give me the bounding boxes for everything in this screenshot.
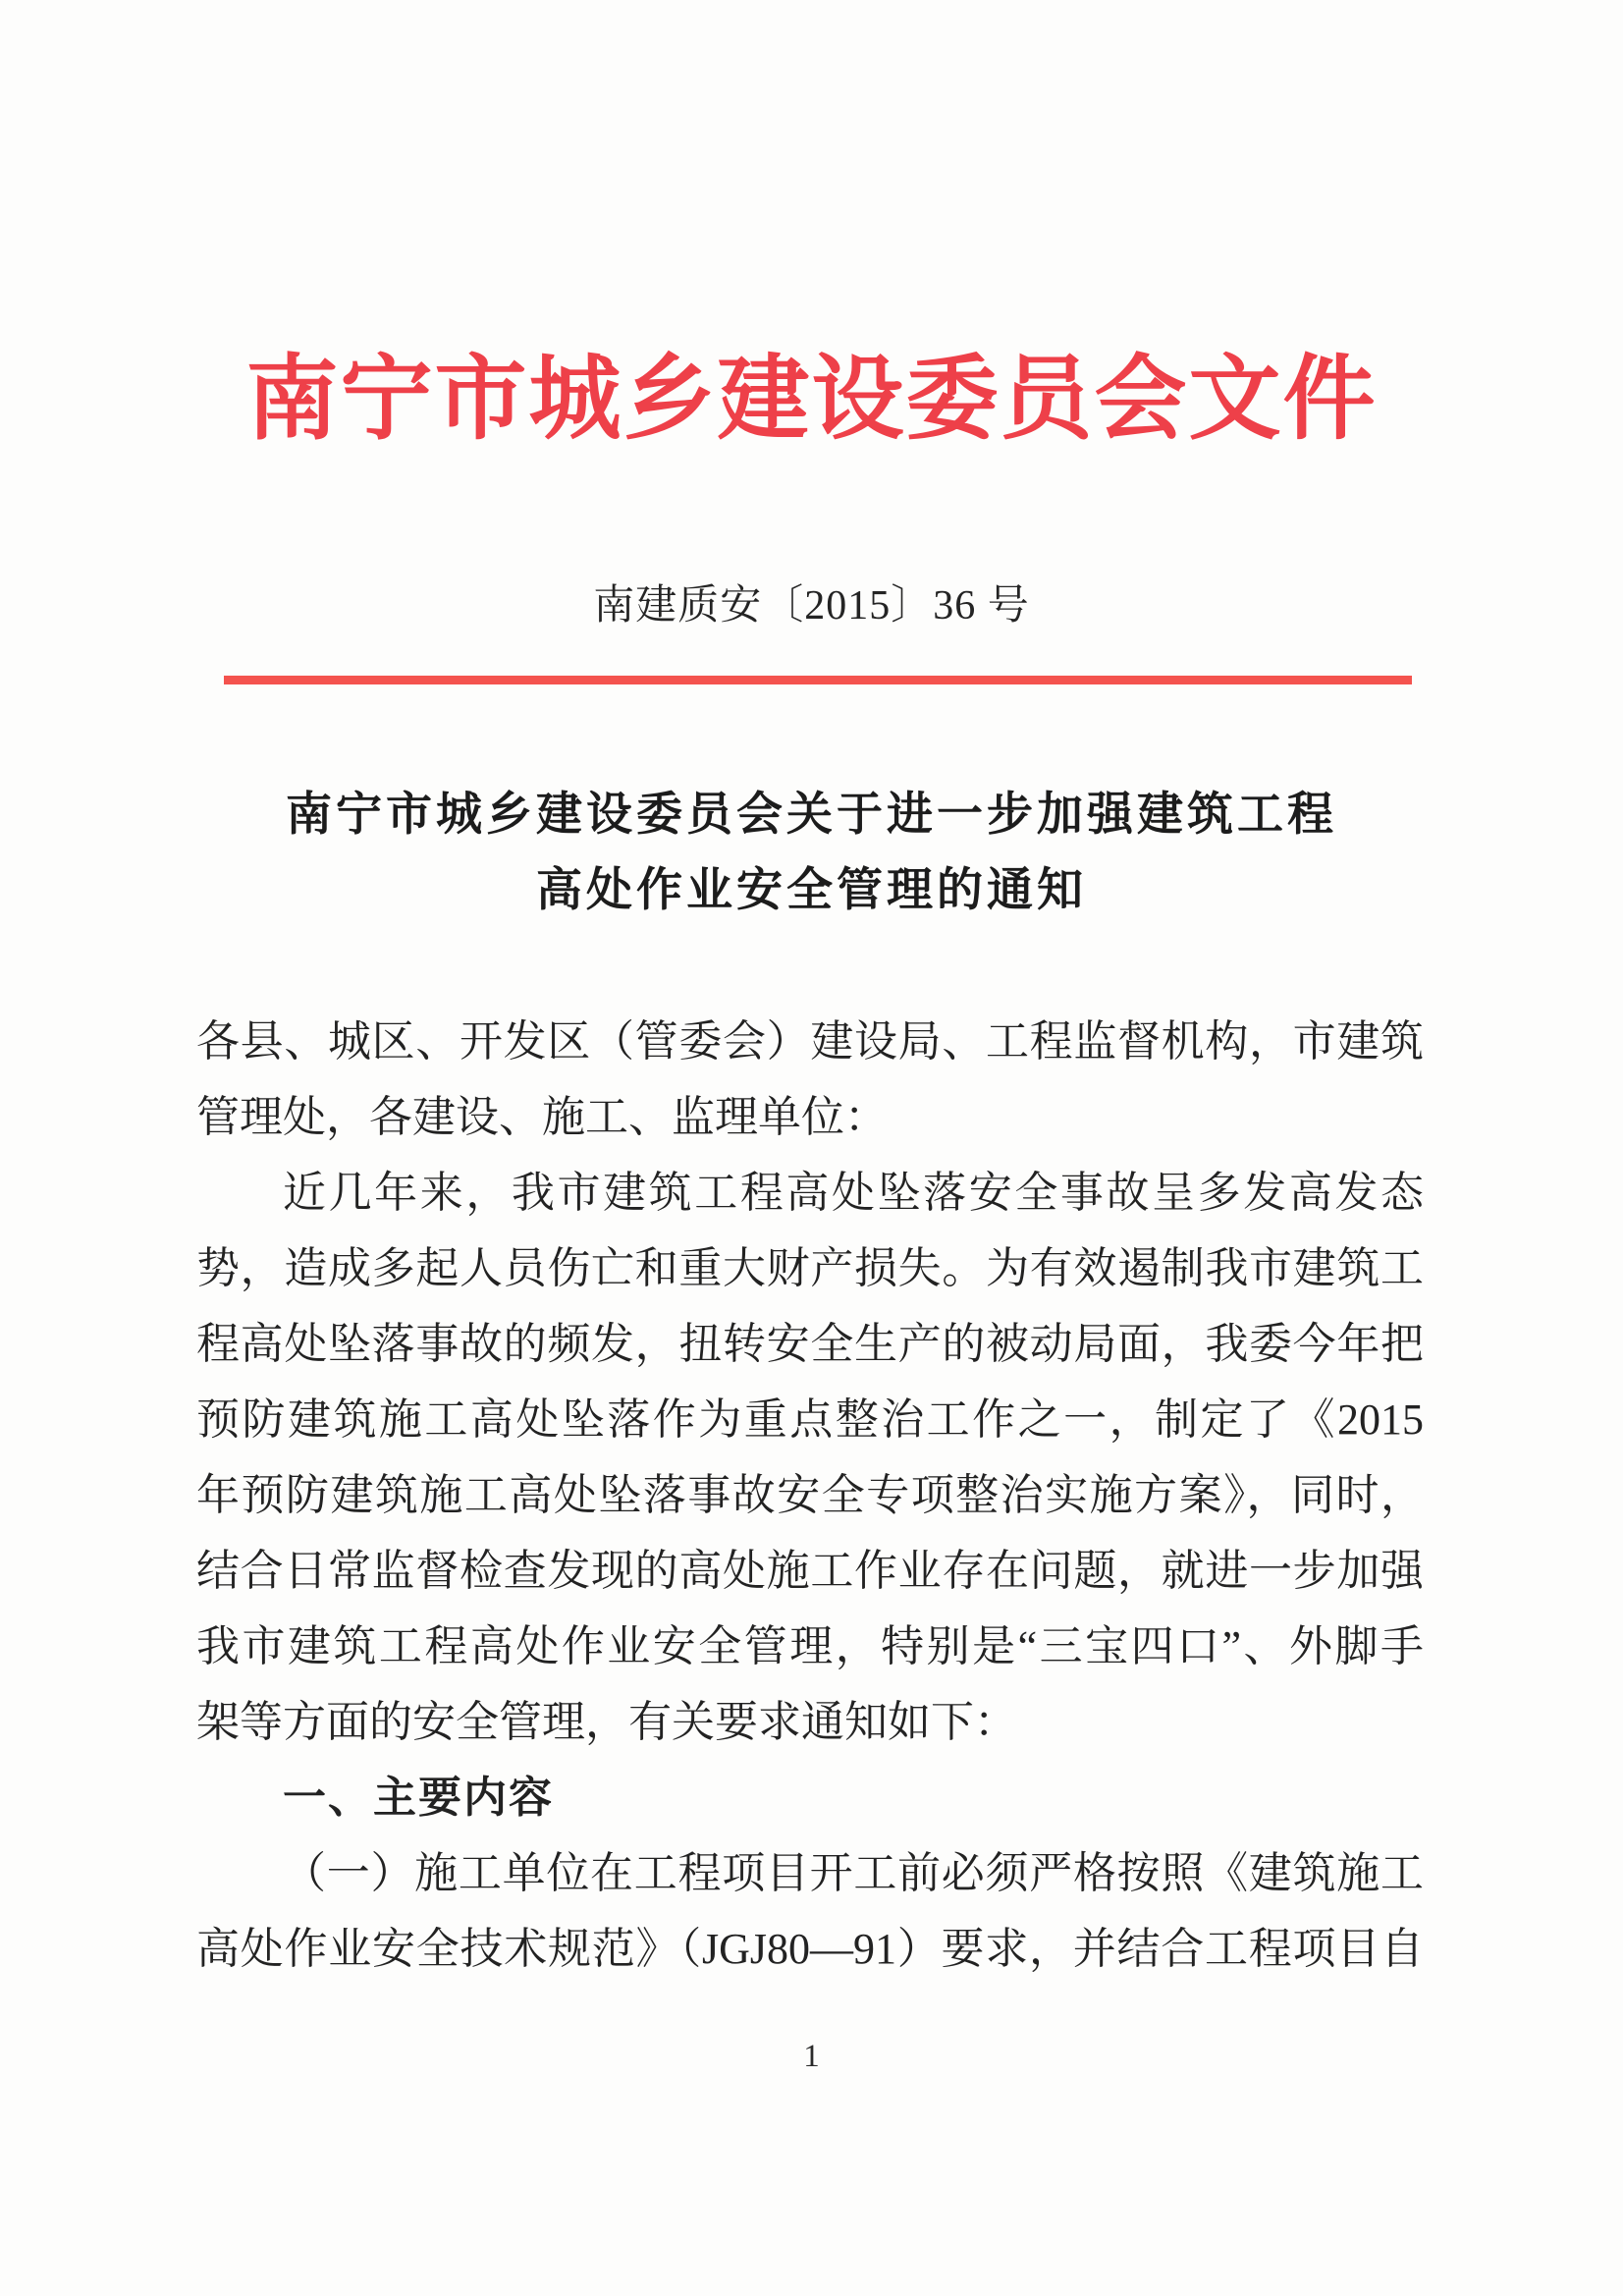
body-line: 结合日常监督检查发现的高处施工作业存在问题，就进一步加强 (196, 1547, 1424, 1595)
body-line: 势，造成多起人员伤亡和重大财产损失。为有效遏制我市建筑工 (196, 1244, 1424, 1292)
page-number: 1 (803, 2039, 820, 2074)
document-title (0, 778, 1623, 929)
body-line: 年预防建筑施工高处坠落事故安全专项整治实施方案》，同时， (196, 1471, 1424, 1519)
body-line: 程高处坠落事故的频发，扭转安全生产的被动局面，我委今年把 (196, 1320, 1424, 1368)
body-line: 各县、城区、开发区（管委会）建设局、工程监督机构，市建筑 (196, 1017, 1424, 1066)
document-title-line2: 高处作业安全管理的通知 (536, 865, 1087, 916)
document-number: 南建质安〔2015〕36 号 (593, 583, 1030, 629)
body-line: 管理处，各建设、施工、监理单位： (196, 1093, 888, 1141)
red-header-title: 南宁市城乡建设委员会文件 (245, 349, 1378, 451)
document-title-line1: 南宁市城乡建设委员会关于进一步加强建筑工程 (286, 790, 1337, 841)
body-line: 我市建筑工程高处作业安全管理，特别是“三宝四口”、外脚手 (196, 1622, 1424, 1670)
body-line: 架等方面的安全管理，有关要求通知如下： (196, 1698, 1017, 1746)
body-line: （一）施工单位在工程项目开工前必须严格按照《建筑施工 (283, 1849, 1424, 1897)
body-line: 高处作业安全技术规范》（JGJ80—91）要求，并结合工程项目自 (196, 1925, 1424, 1973)
body-line: 预防建筑施工高处坠落作为重点整治工作之一，制定了《2015 (196, 1395, 1424, 1444)
body-line: 一、主要内容 (283, 1774, 554, 1822)
document-body (196, 1004, 1424, 1987)
body-line: 近几年来，我市建筑工程高处坠落安全事故呈多发高发态 (283, 1169, 1424, 1217)
red-divider-line (224, 676, 1412, 684)
